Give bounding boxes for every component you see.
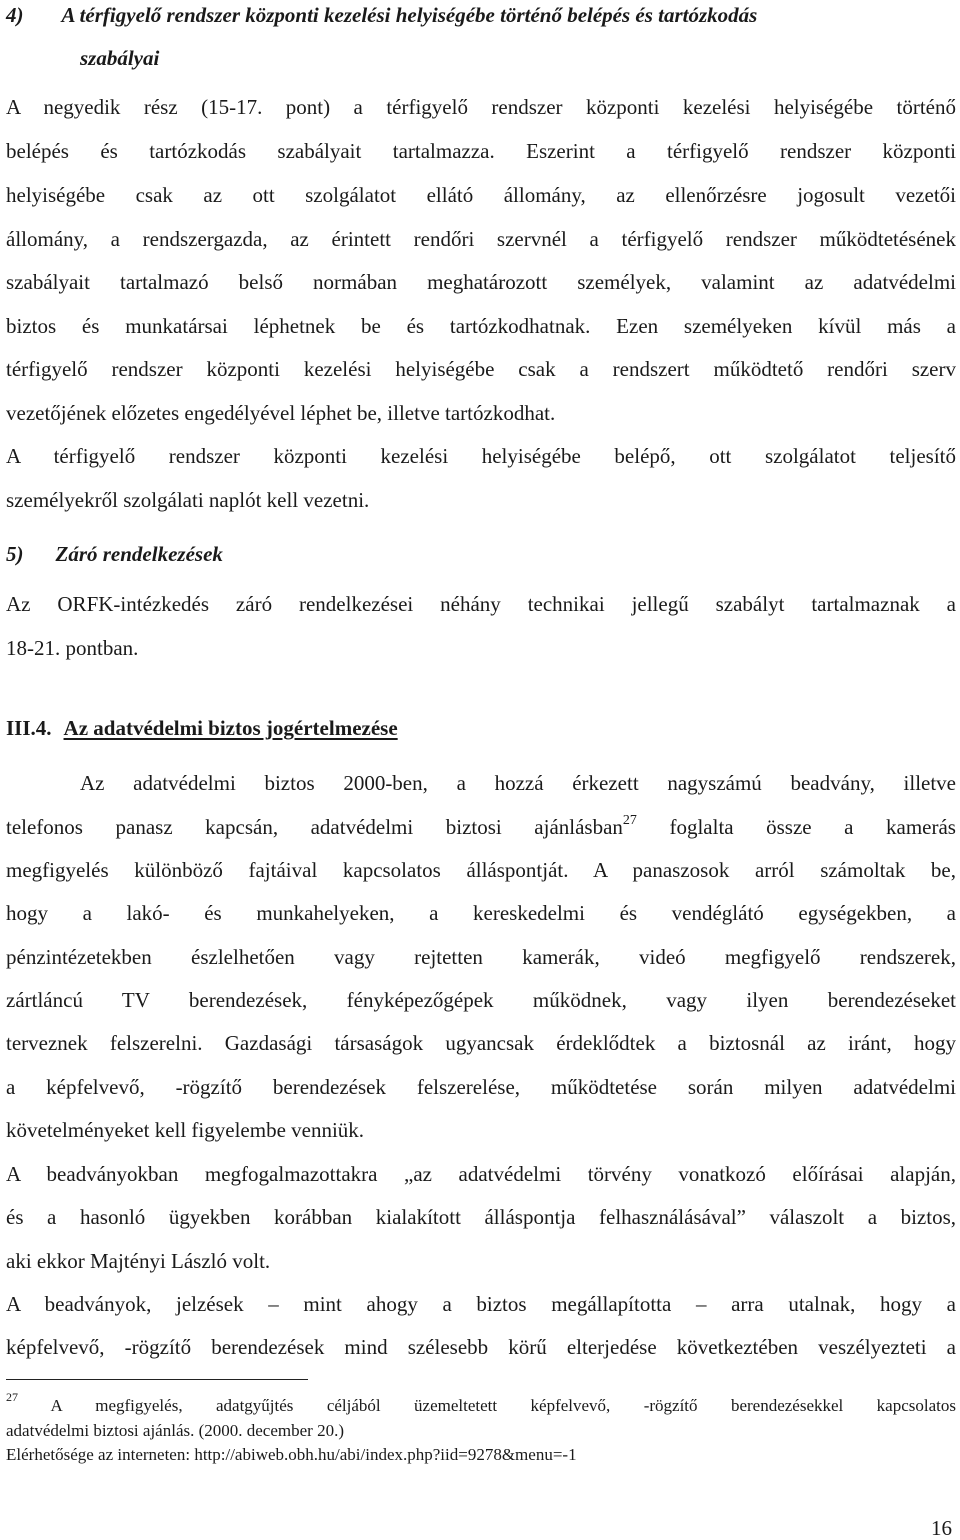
paragraph-line: A beadványokban megfogalmazottakra „az adatvédelmi törvény vonatkozó előírásai alapján, [6,1162,956,1186]
section-iii4-title: Az adatvédelmi biztos jogértelmezése [63,716,398,740]
section-iii4-heading [6,715,956,741]
paragraph-line: hogy a lakó- és munkahelyeken, a kereskedelmi és vendéglátó egységekben, a [6,901,956,925]
text-segment: foglalta össze a kamerás [636,815,956,839]
paragraph-line: térfigyelő rendszer központi kezelési helyiségébe csak a rendszert működtető rendőri szerv [6,357,956,381]
paragraph-line: képfelvevő, -rögzítő berendezések mind szélesebb körű elterjedése következtében veszélyezteti a [6,1335,956,1359]
paragraph-line: biztos és munkatársai léphetnek be és tartózkodhatnak. Ezen személyeken kívül más a [6,314,956,338]
paragraph-line-with-footnote [6,814,956,840]
paragraph-line: állomány, a rendszergazda, az érintett rendőri szervnél a térfigyelő rendszer működtetésének [6,227,956,251]
section-5-title: Záró rendelkezések [55,542,223,566]
paragraph-line: a képfelvevő, -rögzítő berendezések felszerelése, működtetése során milyen adatvédelmi [6,1075,956,1099]
paragraph-line: helyiségébe csak az ott szolgálatot ellátó állomány, az ellenőrzésre jogosult vezetői [6,183,956,207]
paragraph-line: és a hasonló ügyekben korábban kialakított álláspontja felhasználásával” válaszolt a biztos, [6,1205,956,1229]
footnote-ref: 27 [622,813,637,828]
paragraph-line: vezetőjének előzetes engedélyével léphet be, illetve tartózkodhat. [6,401,556,425]
section-5-number: 5) [6,542,24,566]
paragraph-line: A negyedik rész (15-17. pont) a térfigyelő rendszer központi kezelési helyiségébe történő [6,95,956,119]
paragraph-line: A beadványok, jelzések – mint ahogy a biztos megállapította – arra utalnak, hogy a [6,1292,956,1316]
paragraph-line: 18-21. pontban. [6,636,139,660]
paragraph-line: személyekről szolgálati naplót kell vezetni. [6,488,370,512]
paragraph-line: Az adatvédelmi biztos 2000-ben, a hozzá érkezett nagyszámú beadvány, illetve [80,771,956,795]
footnote-separator [6,1379,308,1380]
text-segment: telefonos panasz kapcsán, adatvédelmi biztosi ajánlásban [6,815,623,839]
footnote-text: A megfigyelés, adatgyűjtés céljából üzemeltetett képfelvevő, -rögzítő berendezésekkel kapcsolatos [18,1396,956,1415]
paragraph-line: terveznek felszerelni. Gazdasági társaságok ugyancsak érdeklődtek a biztosnál az iránt, hogy [6,1031,956,1055]
footnote-mark: 27 [6,1390,18,1405]
paragraph-line: A térfigyelő rendszer központi kezelési helyiségébe belépő, ott szolgálatot teljesítő [6,444,956,468]
section-4-number: 4) [6,3,24,27]
page-number: 16 [931,1516,952,1540]
section-4-title: A térfigyelő rendszer központi kezelési helyiségébe történő belépés és tartózkodás [61,3,758,27]
footnote-line [6,1390,956,1416]
section-iii4-number: III.4. [6,716,52,740]
section-4-heading [6,2,956,28]
paragraph-line: zártláncú TV berendezések, fényképezőgépek működnek, vagy ilyen berendezéseket [6,988,956,1012]
paragraph-line: aki ekkor Majtényi László volt. [6,1249,271,1273]
paragraph-line: pénzintézetekben észlelhetően vagy rejtetten kamerák, videó megfigyelő rendszerek, [6,945,956,969]
paragraph-line: követelményeket kell figyelembe venniük. [6,1118,365,1142]
paragraph-line: szabályait tartalmazó belső normában meghatározott személyek, valamint az adatvédelmi [6,270,956,294]
section-5-heading [6,541,956,567]
paragraph-line: belépés és tartózkodás szabályait tartalmazza. Eszerint a térfigyelő rendszer központi [6,139,956,163]
paragraph-line: Az ORFK-intézkedés záró rendelkezései néhány technikai jellegű szabályt tartalmaznak a [6,592,956,616]
section-4-title-cont: szabályai [80,46,160,70]
footnote-line: adatvédelmi biztosi ajánlás. (2000. december 20.) [6,1421,344,1440]
footnote-url-line: Elérhetősége az interneten: http://abiweb.obh.hu/abi/index.php?iid=9278&menu=-1 [6,1445,577,1464]
paragraph-line: megfigyelés különböző fajtáival kapcsolatos álláspontját. A panaszosok arról számoltak be, [6,858,956,882]
